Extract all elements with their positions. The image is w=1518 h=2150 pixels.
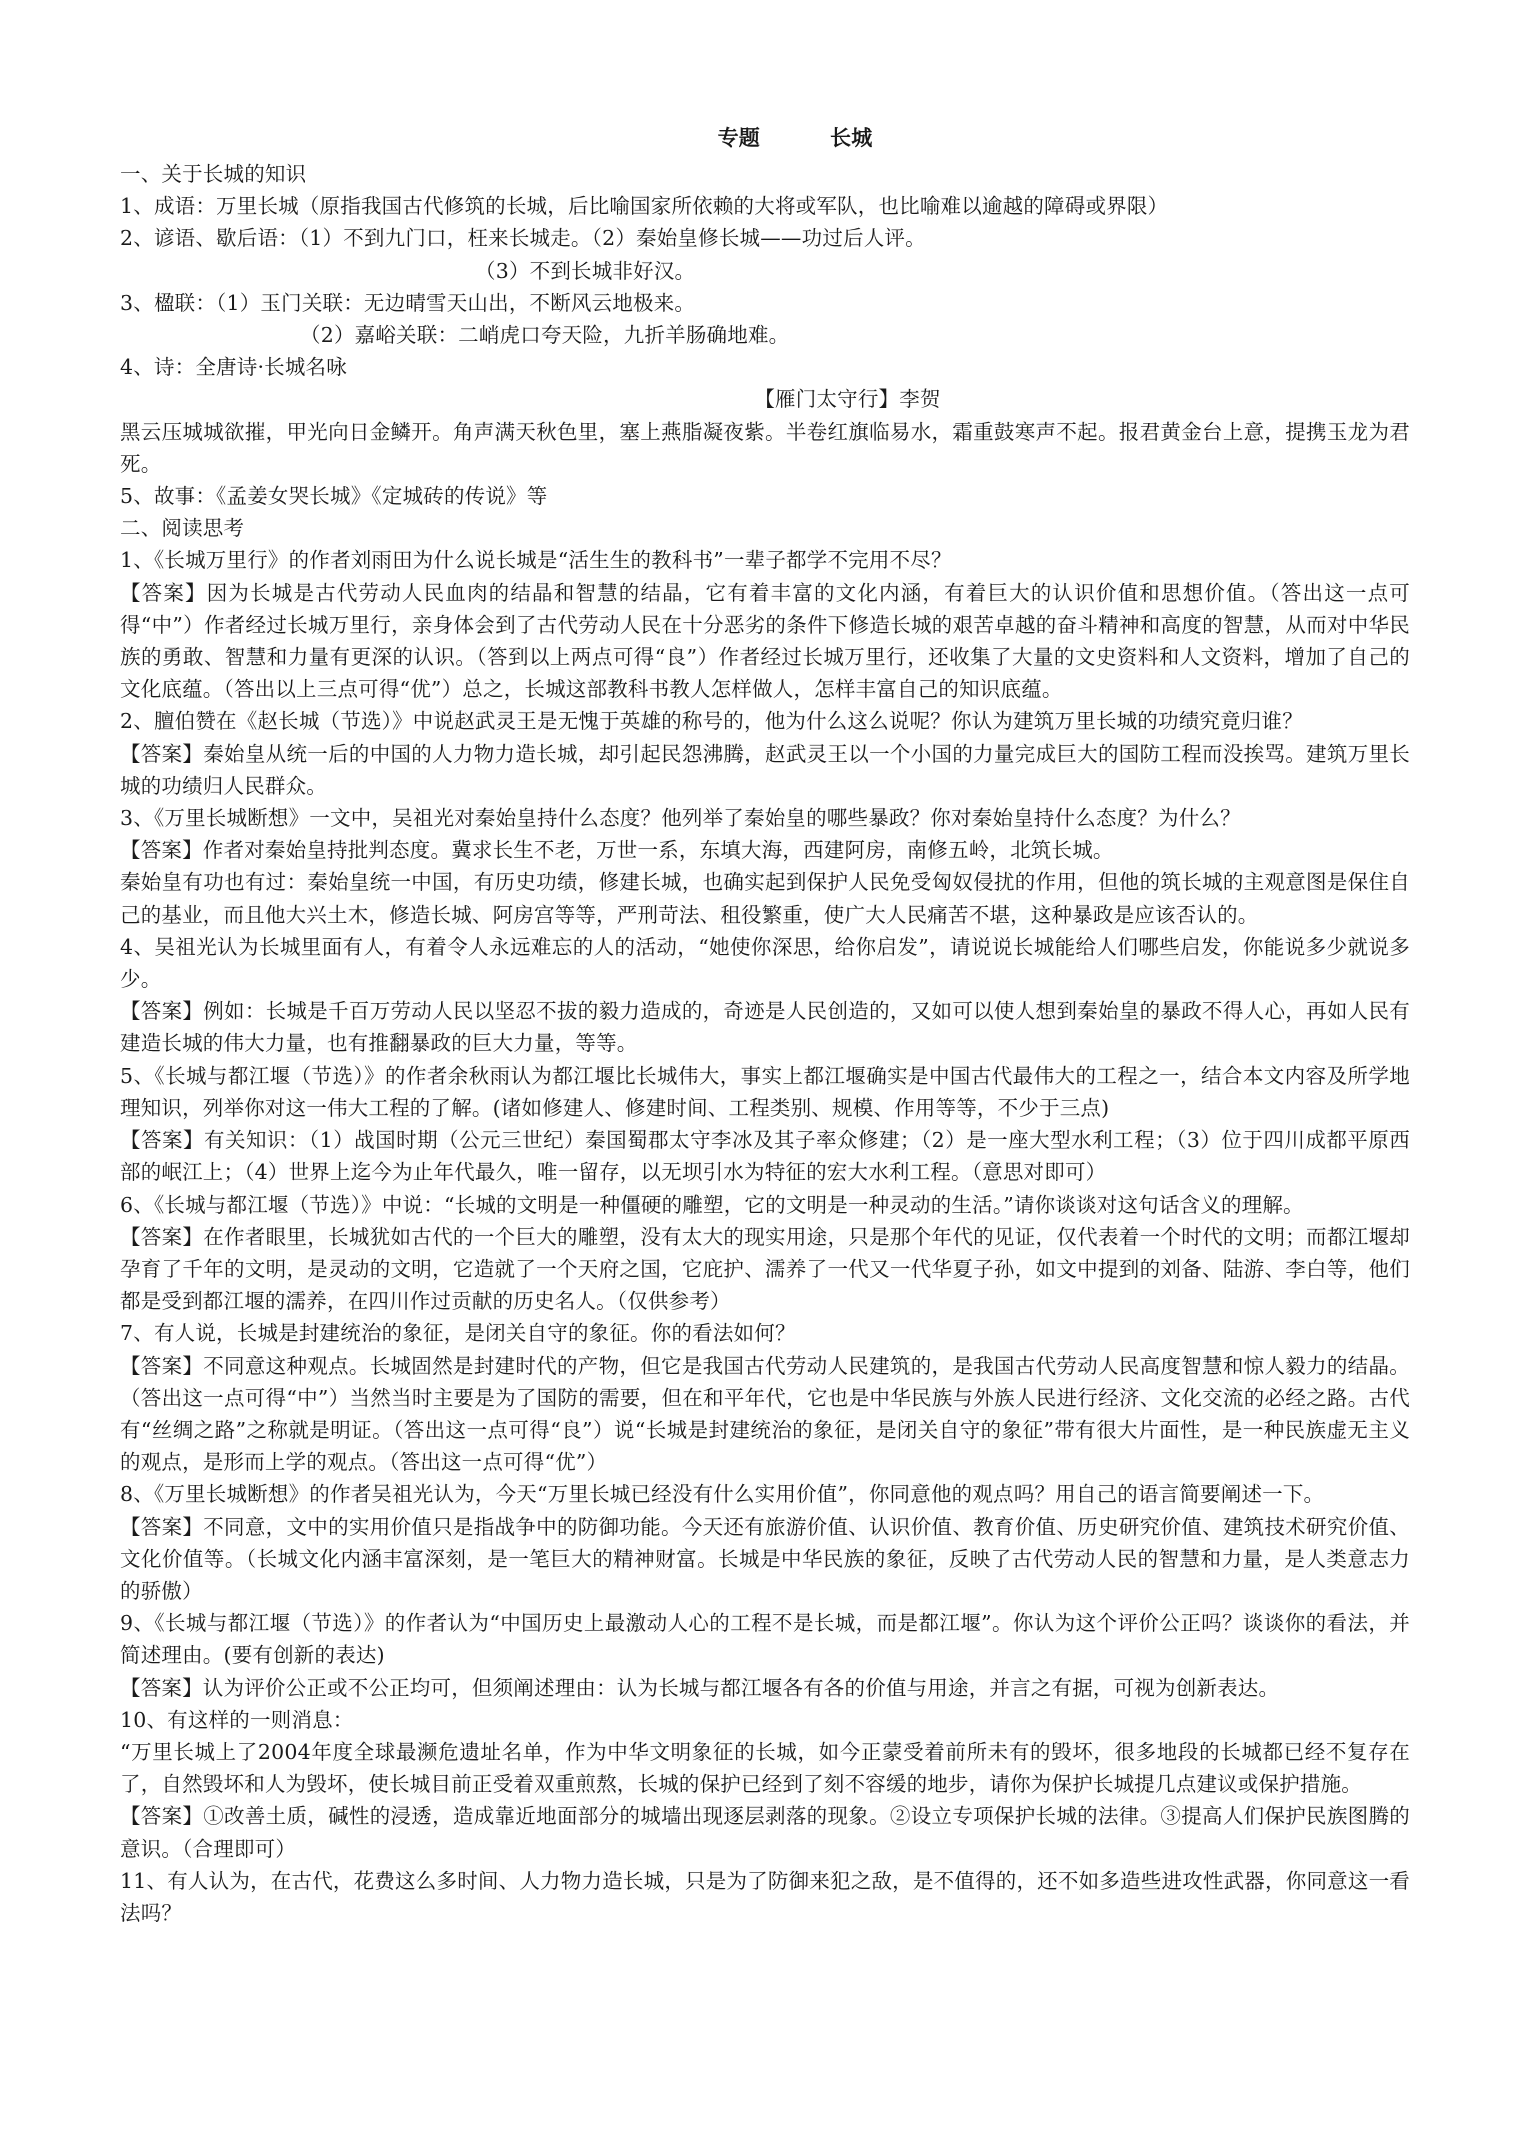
answer-2: 【答案】秦始皇从统一后的中国的人力物力造长城，却引起民怨沸腾，赵武灵王以一个小国的力量完成巨大的国防工程而没挨骂。建筑万里长城的功绩归人民群众。 <box>120 741 1410 798</box>
answer-5: 【答案】有关知识：（1）战国时期（公元三世纪）秦国蜀郡太守李冰及其子率众修建；（2）是一座大型水利工程；（3）位于四川成都平原西部的岷江上；（4）世界上迄今为止年代最久，唯一留存，以无坝引水为特征的宏大水利工程。（意思对即可） <box>120 1128 1410 1185</box>
title-topic: 专题 <box>717 125 760 150</box>
question-11: 11、有人认为，在古代，花费这么多时间、人力物力造长城，只是为了防御来犯之敌，是不值得的，还不如多造些进攻性武器，你同意这一看法吗？ <box>120 1868 1410 1925</box>
item-idiom: 1、成语：万里长城（原指我国古代修筑的长城，后比喻国家所依赖的大将或军队，也比喻难以逾越的障碍或界限） <box>120 194 1169 219</box>
question-4: 4、吴祖光认为长城里面有人，有着令人永远难忘的人的活动，“她使你深思，给你启发”，请说说长城能给人们哪些启发，你能说多少就说多少。 <box>120 934 1410 992</box>
answer-3: 【答案】作者对秦始皇持批判态度。冀求长生不老，万世一系，东填大海，西建阿房，南修五岭，北筑长城。 <box>120 838 1114 863</box>
item-couplet-cont: （2）嘉峪关联：二峭虎口夸天险，九折羊肠确地难。 <box>300 323 790 348</box>
question-9: 9、《长城与都江堰（节选）》的作者认为“中国历史上最激动人心的工程不是长城，而是都江堰”。你认为这个评价公正吗？谈谈你的看法，并简述理由。(要有创新的表达) <box>120 1611 1410 1668</box>
answer-3-cont: 秦始皇有功也有过：秦始皇统一中国，有历史功绩，修建长城，也确实起到保护人民免受匈奴侵扰的作用，但他的筑长城的主观意图是保住自己的基业，而且他大兴土木，修造长城、阿房宫等等，严刑苛法、租役繁重，使广大人民痛苦不堪，这种暴政是应该否认的。 <box>120 870 1410 927</box>
answer-8: 【答案】不同意，文中的实用价值只是指战争中的防御功能。今天还有旅游价值、认识价值、教育价值、历史研究价值、建筑技术研究价值、文化价值等。（长城文化内涵丰富深刻，是一笔巨大的精神财富。长城是中华民族的象征，反映了古代劳动人民的智慧和力量，是人类意志力的骄傲） <box>120 1514 1410 1603</box>
answer-4: 【答案】例如：长城是千百万劳动人民以坚忍不拔的毅力造成的，奇迹是人民创造的，又如可以使人想到秦始皇的暴政不得人心，再如人民有建造长城的伟大力量，也有推翻暴政的巨大力量，等等。 <box>120 999 1410 1056</box>
question-1: 1、《长城万里行》的作者刘雨田为什么说长城是“活生生的教科书”一辈子都学不完用不尽？ <box>120 548 952 573</box>
poem-title: 【雁门太守行】李贺 <box>754 387 941 412</box>
question-10: 10、有这样的一则消息： <box>120 1707 354 1732</box>
question-5: 5、《长城与都江堰（节选）》的作者余秋雨认为都江堰比长城伟大，事实上都江堰确实是中国古代最伟大的工程之一，结合本文内容及所学地理知识，列举你对这一伟大工程的了解。(诸如修建人、修建时间、工程类别、规模、作用等等，不少于三点) <box>120 1063 1410 1120</box>
question-8: 8、《万里长城断想》的作者吴祖光认为，今天“万里长城已经没有什么实用价值”，你同意他的观点吗？用自己的语言简要阐述一下。 <box>120 1482 1325 1507</box>
answer-6: 【答案】在作者眼里，长城犹如古代的一个巨大的雕塑，没有太大的现实用途，只是那个年代的见证，仅代表着一个时代的文明；而都江堰却孕育了千年的文明，是灵动的文明，它造就了一个天府之国，它庇护、濡养了一代又一代华夏子孙，如文中提到的刘备、陆游、李白等，他们都是受到都江堰的濡养，在四川作过贡献的历史名人。（仅供参考） <box>120 1224 1410 1314</box>
answer-9: 【答案】认为评价公正或不公正均可，但须阐述理由：认为长城与都江堰各有各的价值与用途，并言之有据，可视为创新表达。 <box>120 1675 1280 1700</box>
question-10-quote: “万里长城上了2004年度全球最濒危遗址名单，作为中华文明象征的长城，如今正蒙受着前所未有的毁坏，很多地段的长城都已经不复存在了，自然毁坏和人为毁坏，使长城目前正受着双重煎熬，长城的保护已经到了刻不容缓的地步，请你为保护长城提几点建议或保护措施。 <box>120 1739 1410 1797</box>
question-3: 3、《万里长城断想》一文中，吴祖光对秦始皇持什么态度？他列举了秦始皇的哪些暴政？你对秦始皇持什么态度？为什么？ <box>120 806 1241 831</box>
title-subject: 长城 <box>830 125 873 150</box>
section-heading-reading: 二、阅读思考 <box>120 516 245 541</box>
poem-text: 黑云压城城欲摧，甲光向日金鳞开。角声满天秋色里，塞上燕脂凝夜紫。半卷红旗临易水，霜重鼓寒声不起。报君黄金台上意，提携玉龙为君死。 <box>120 419 1410 476</box>
page-title <box>120 118 1410 158</box>
item-proverb-cont: （3）不到长城非好汉。 <box>475 258 696 283</box>
item-poem: 4、诗：全唐诗·长城名咏 <box>120 355 347 380</box>
question-6: 6、《长城与都江堰（节选）》中说：“长城的文明是一种僵硬的雕塑，它的文明是一种灵动的生活。”请你谈谈对这句话含义的理解。 <box>120 1192 1304 1217</box>
answer-10: 【答案】①改善土质，碱性的浸透，造成靠近地面部分的城墙出现逐层剥落的现象。②设立专项保护长城的法律。③提高人们保护民族图腾的意识。（合理即可） <box>120 1804 1410 1861</box>
item-story: 5、故事：《孟姜女哭长城》《定城砖的传说》等 <box>120 484 548 509</box>
question-2: 2、膻伯赞在《赵长城（节选）》中说赵武灵王是无愧于英雄的称号的，他为什么这么说呢？你认为建筑万里长城的功绩究竟归谁？ <box>120 709 1303 734</box>
document-page <box>120 118 1410 1929</box>
item-couplet: 3、楹联：（1）玉门关联：无边晴雪天山出，不断风云地极来。 <box>120 290 696 315</box>
item-proverb: 2、谚语、歇后语：（1）不到九门口，枉来长城走。（2）秦始皇修长城——功过后人评。 <box>120 226 926 251</box>
answer-7: 【答案】不同意这种观点。长城固然是封建时代的产物，但它是我国古代劳动人民建筑的，是我国古代劳动人民高度智慧和惊人毅力的结晶。（答出这一点可得“中”）当然当时主要是为了国防的需要，但在和平年代，它也是中华民族与外族人民进行经济、文化交流的必经之路。古代有“丝绸之路”之称就是明证。（答出这一点可得“良”）说“长城是封建统治的象征，是闭关自守的象征”带有很大片面性，是一种民族虚无主义的观点，是形而上学的观点。（答出这一点可得“优”） <box>120 1353 1410 1475</box>
answer-1: 【答案】因为长城是古代劳动人民血肉的结晶和智慧的结晶，它有着丰富的文化内涵，有着巨大的认识价值和思想价值。（答出这一点可得“中”）作者经过长城万里行，亲身体会到了古代劳动人民在十分恶劣的条件下修造长城的艰苦卓越的奋斗精神和高度的智慧，从而对中华民族的勇敢、智慧和力量有更深的认识。（答到以上两点可得“良”）作者经过长城万里行，还收集了大量的文史资料和人文资料，增加了自己的文化底蕴。（答出以上三点可得“优”）总之，长城这部教科书教人怎样做人，怎样丰富自己的知识底蕴。 <box>120 580 1410 702</box>
question-7: 7、有人说，长城是封建统治的象征，是闭关自守的象征。你的看法如何？ <box>120 1321 796 1346</box>
section-heading-knowledge: 一、关于长城的知识 <box>120 162 307 186</box>
